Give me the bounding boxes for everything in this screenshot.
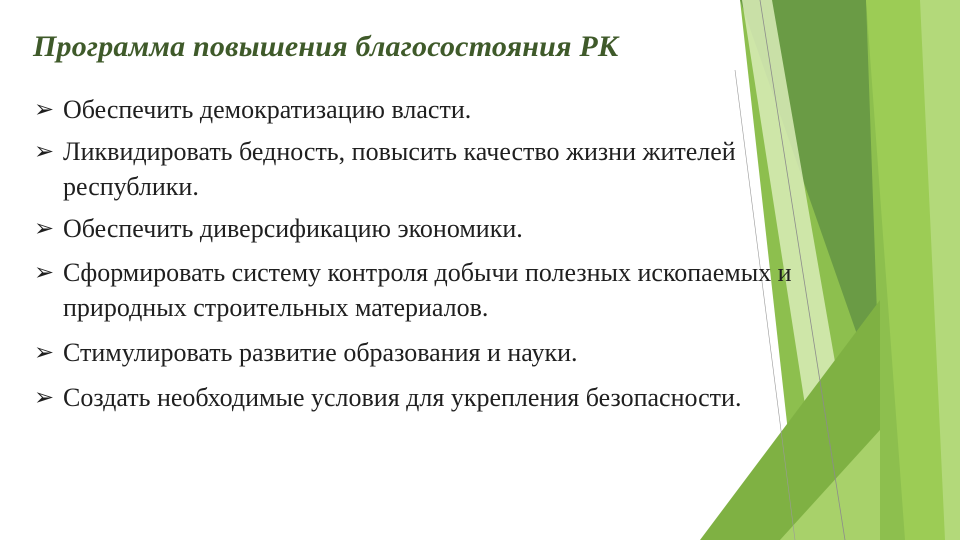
bullet-text: Обеспечить диверсификацию экономики. [63,214,523,243]
arrowhead-bullet-icon: ➢ [34,258,55,286]
arrowhead-bullet-icon: ➢ [34,383,55,411]
bullet-item [34,255,794,325]
arrowhead-bullet-icon: ➢ [34,137,55,165]
bullet-item [34,211,794,246]
bullet-text: Создать необходимые условия для укрепления безопасности. [63,383,742,412]
arrowhead-bullet-icon: ➢ [34,95,55,123]
bullet-text: Стимулировать развитие образования и науки. [63,338,578,367]
arrowhead-bullet-icon: ➢ [34,338,55,366]
bullet-item [34,92,794,127]
bullet-text: Сформировать систему контроля добычи полезных ископаемых и природных строительных материалов. [63,258,792,322]
bullet-item [34,335,794,370]
page-title: Программа повышения благосостояния РК [33,30,619,63]
arrowhead-bullet-icon: ➢ [34,214,55,242]
bullet-text: Обеспечить демократизацию власти. [63,95,472,124]
bullet-item [34,134,794,204]
bullet-text: Ликвидировать бедность, повысить качество жизни жителей республики. [63,137,736,201]
bullet-list [34,92,794,415]
bullet-item [34,380,794,415]
